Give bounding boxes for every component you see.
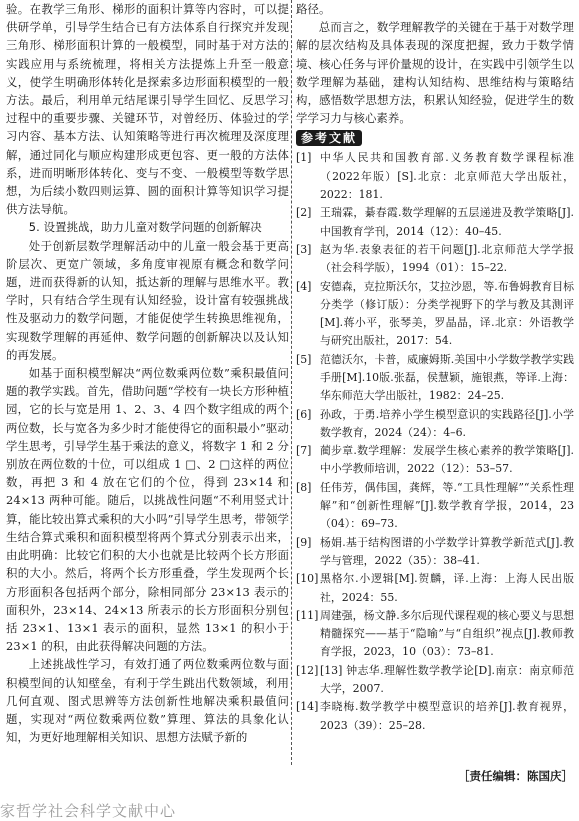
column-divider [291,0,292,765]
reference-item [296,149,574,204]
reference-text: 李晓梅.数学教学中模型意识的培养[J].教育视界，2023（39）：25–28. [320,700,574,732]
reference-number: [9] [296,535,312,549]
reference-text: 蔺步章.数学理解：发展学生核心素养的教学策略[J].中小学教师培训，2022（12）：53–57. [320,444,574,476]
reference-item [296,241,574,278]
reference-item [296,662,574,699]
reference-number: [3] [296,242,312,256]
reference-item [296,570,574,607]
section-heading: 5. 设置挑战，助力儿童对数学问题的创新解决 [28,220,262,235]
paragraph: 处于创新层数学理解活动中的儿童一般会基于更高阶层次、更宽广领域，多角度审视原有概念和数学问题，进而获得新的认知，抵达新的理解与思维水平。教学时，只有结合学生现有认知经验，设计富有较强挑战性及驱动力的数学问题，才能促使学生转换思维视角，实现数学理解的再延伸、数学问题的创新解决以及认知的再发展。 [6,238,289,362]
reference-text: 杨娟.基于结构图谱的小学数学计算教学新范式[J].教学与管理，2022（35）：38–41. [320,535,574,567]
reference-text: 任伟芳，偶伟国，龚辉，等.“工具性理解”“关系性理解”和“创新性理解”[J].数学教育学报，2014，23（04）：69–73. [320,480,574,531]
paragraph: 上述挑战性学习，有效打通了两位数乘两位数与面积模型间的认知壁垒，有利于学生跳出代数领域，利用几何直观、图式思辨等方法创新性地解决乘积最值问题，实现对“两位数乘两位数”算理、算法的具象化认知，为更好地理解相关知识、思想方法赋予新的 [6,657,289,745]
watermark: 家哲学社会科学文献中心 [0,802,177,820]
reference-item [296,406,574,443]
reference-text: 中华人民共和国教育部.义务教育数学课程标准（2022年版）[S].北京：北京师范大学出版社，2022：181. [320,151,574,202]
right-column [296,0,574,735]
reference-number: [8] [296,480,312,494]
paragraph: 路径。 [296,2,331,16]
reference-item [296,607,574,662]
reference-text: 黑格尔.小逻辑[M].贺麟，译.上海：上海人民出版社，2024：55. [320,572,574,604]
reference-number: [5] [296,352,312,366]
reference-number: [1] [296,151,312,165]
reference-text: 安德森，克拉斯沃尔，艾拉沙恩，等.布鲁姆教育目标分类学（修订版）：分类学视野下的学与教及其测评[M].蒋小平，张琴美，罗晶晶，译.北京：外语教学与研究出版社，2017：54. [320,279,574,348]
paragraph: 总而言之，数学理解教学的关键在于基于对数学理解的层次结构及具体表现的深度把握，致力于数学情境、核心任务与评价量规的设计，在实践中引领学生以数学理解为基础，建构认知结构、思维结构与策略结构，感悟数学思想方法，积累认知经验，促进学生的数学学习力与核心素养。 [296,20,574,126]
reference-item [296,479,574,534]
reference-item [296,351,574,406]
reference-number: [11] [296,608,319,622]
reference-text: 范德沃尔，卡普，威廉姆斯.美国中小学数学教学实践手册[M].10版.张磊，侯慧颖，施银燕，等译.上海：华东师范大学出版社，1982：24–25. [320,352,574,403]
reference-number: [6] [296,407,312,421]
reference-text: 王瑞霖，綦春霞.数学理解的五层递进及教学策略[J].中国教育学刊，2014（12）：40–45. [320,206,574,238]
left-column [6,0,289,746]
reference-number: [14] [296,700,319,714]
reference-item [296,204,574,241]
reference-number: [7] [296,444,312,458]
reference-number: [4] [296,279,312,293]
editor-credit: ［责任编辑：陈国庆］ [458,769,573,783]
reference-number: [12] [296,663,319,677]
reference-text: [13] 钟志华.理解性数学教学论[D].南京：南京师范大学，2007. [320,663,574,696]
reference-item [296,698,574,735]
references-title: 参考文献 [296,130,362,146]
paragraph: 如基于面积模型解决“两位数乘两位数”乘积最值问题的教学实践。首先，借助问题“学校有一块长方形种植园，它的长与宽是用 1、2、3、4 四个数字组成的两个两位数，长与宽各为多少时才能使得它的面积最小”驱动学生思考，引导学生基于乘法的意义，将数字 1 和 2 分别放在两位数的十位，可以组成 1 □、2 □这样的两位数，再把 3 和 4 放在它们的个位，得到 23×14 和 24×13 两种可能。随后，以挑战性问题“不利用竖式计算，能比较出算式乘积的大小吗”引导学生思考，带领学生结合算式乘积和面积模型将两个算式分别表示出来，由此明确：比较它们积的大小也就是比较两个长方形面积的大小。然后，将两个长方形重叠，学生发现两个长方形面积各包括两个部分，除相同部分 23×13 表示的面积外，23×14、24×13 所表示的长方形面积分别包括 23×1、13×1 表示的面积，显然 13×1 的积小于 23×1 的积，由此获得解决问题的方法。 [6,366,289,654]
reference-item [296,278,574,351]
reference-text: 孙政，于勇.培养小学生模型意识的实践路径[J].小学数学教育，2024（24）：4–6. [320,407,574,439]
reference-text: 赵为华.表象表征的若干问题[J].北京师范大学学报（社会科学版），1994（01）：15–22. [320,242,574,275]
reference-number: [2] [296,206,312,220]
references-list [296,149,574,735]
reference-item [296,442,574,479]
paragraph: 验。在教学三角形、梯形的面积计算等内容时，可以提供研学单，引导学生结合已有方法体系自行探究并发现三角形、梯形面积计算的一般模型，同时基于对方法的实践应用与系统梳理，将相关方法提炼上升至一般意义，使学生明确形体转化是探索多边形面积模型的一般方法。最后，利用单元结尾课引导学生回忆、反思学习过程中的重要步骤、关键环节，对曾经历、体验过的学习内容、基本方法、认知策略等进行再次梳理及深度理解，通过同化与顺应构建形成更包容、更一般的方法体系，进而明晰形体转化、变与不变、一般模型等数学思想，为后续小数四则运算、圆的面积计算等知识学习提供方法导航。 [6,2,289,217]
reference-number: [10] [296,572,319,586]
reference-item [296,534,574,571]
reference-text: 周建强，杨文静.多尔后现代课程观的核心要义与思想精髓探究——基于“隐喻”与“自组织”视点[J].教师教育学报，2023，10（03）：73–81. [320,608,574,659]
right-column-body [296,0,574,127]
